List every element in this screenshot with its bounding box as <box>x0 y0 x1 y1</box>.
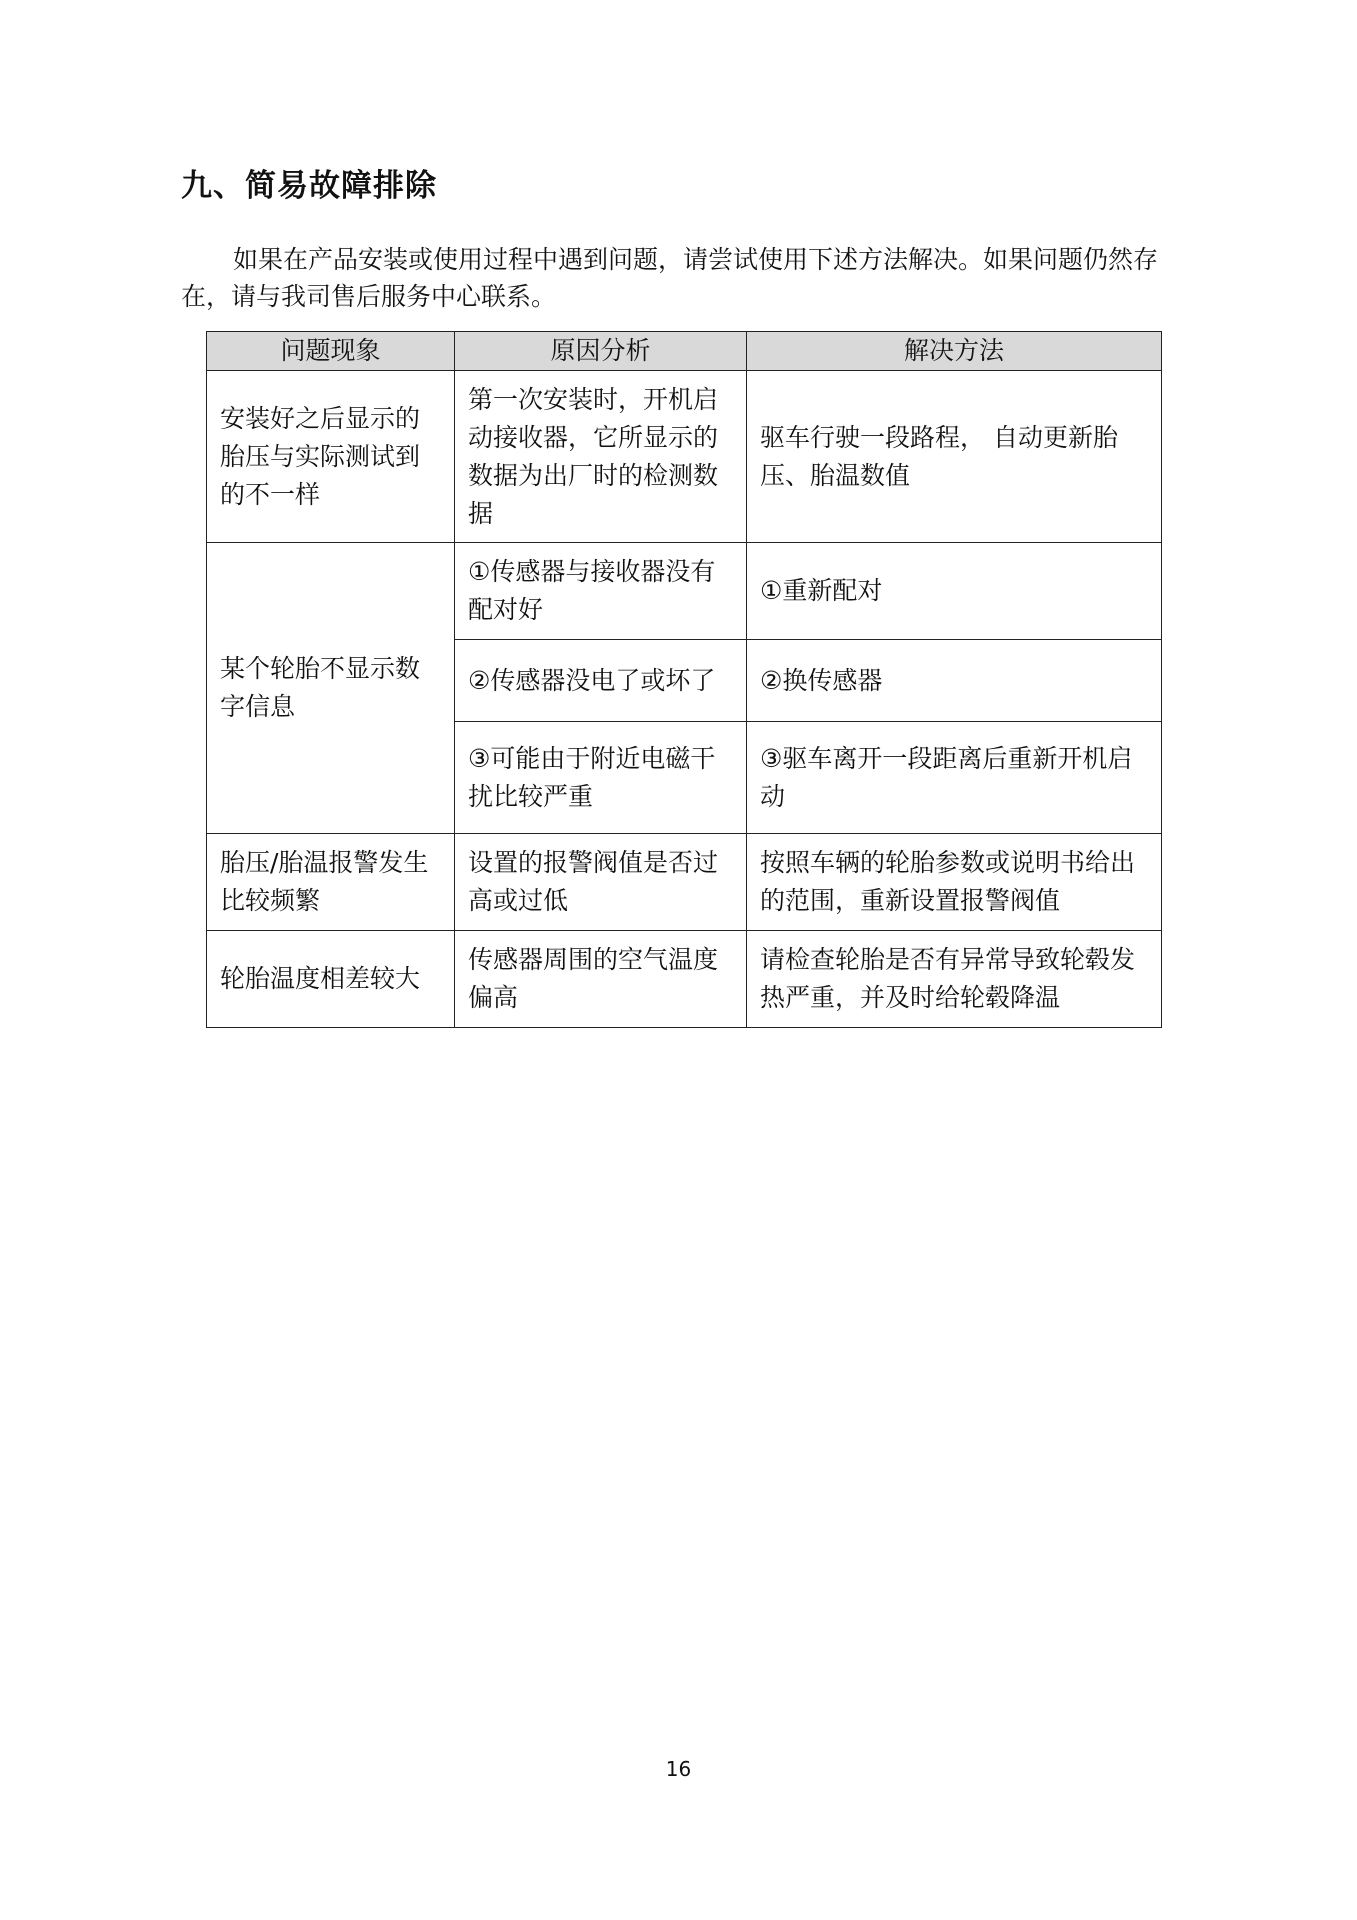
solution-cell: 驱车行驶一段路程， 自动更新胎压、胎温数值 <box>747 371 1162 543</box>
intro-paragraph: 如果在产品安装或使用过程中遇到问题，请尝试使用下述方法解决。如果问题仍然存在，请与我司售后服务中心联系。 <box>181 245 1159 311</box>
solution-cell: 按照车辆的轮胎参数或说明书给出的范围，重新设置报警阀值 <box>747 834 1162 931</box>
header-cause: 原因分析 <box>455 332 747 371</box>
solution-cell: ③驱车离开一段距离后重新开机启动 <box>747 722 1162 834</box>
table-row <box>207 931 1162 1028</box>
page-number: 16 <box>665 1757 692 1781</box>
table-header-row <box>207 332 1162 371</box>
solution-cell: ②换传感器 <box>747 640 1162 722</box>
cause-cell: 第一次安装时，开机启动接收器，它所显示的数据为出厂时的检测数据 <box>455 371 747 543</box>
cause-cell: ②传感器没电了或坏了 <box>455 640 747 722</box>
table-row <box>207 834 1162 931</box>
symptom-cell: 轮胎温度相差较大 <box>207 931 455 1028</box>
cause-cell: 设置的报警阀值是否过高或过低 <box>455 834 747 931</box>
cause-cell: 传感器周围的空气温度偏高 <box>455 931 747 1028</box>
table-row <box>207 543 1162 640</box>
header-symptom: 问题现象 <box>207 332 455 371</box>
symptom-cell: 安装好之后显示的胎压与实际测试到的不一样 <box>207 371 455 543</box>
cause-cell: ③可能由于附近电磁干扰比较严重 <box>455 722 747 834</box>
section-heading: 九、简易故障排除 <box>181 168 437 204</box>
troubleshooting-table <box>206 331 1162 1028</box>
cause-cell: ①传感器与接收器没有配对好 <box>455 543 747 640</box>
solution-cell: 请检查轮胎是否有异常导致轮毂发热严重，并及时给轮毂降温 <box>747 931 1162 1028</box>
header-solution: 解决方法 <box>747 332 1162 371</box>
solution-cell: ①重新配对 <box>747 543 1162 640</box>
table-row <box>207 371 1162 543</box>
symptom-cell: 某个轮胎不显示数字信息 <box>207 543 455 834</box>
symptom-cell: 胎压/胎温报警发生比较频繁 <box>207 834 455 931</box>
